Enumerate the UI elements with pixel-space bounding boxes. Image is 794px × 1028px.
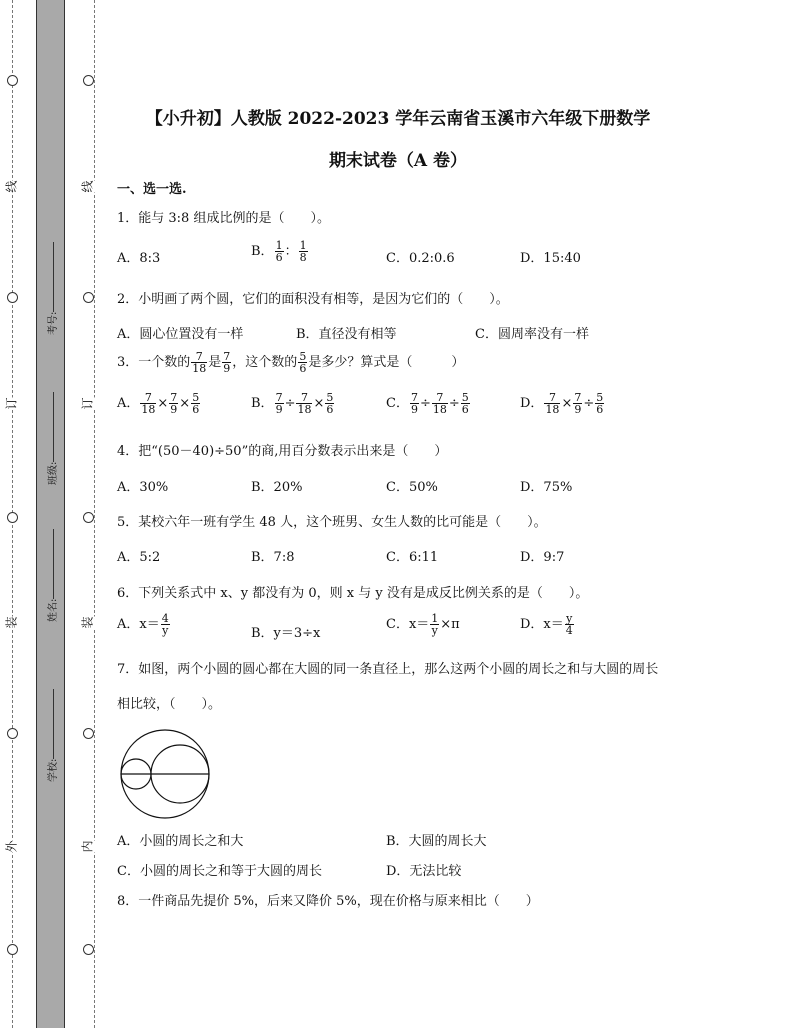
binding-hole-icon	[83, 728, 94, 739]
binding-strip-edge	[64, 0, 65, 1028]
school-label: 学校:	[48, 758, 59, 782]
binding-hole-icon	[83, 512, 94, 523]
q5-option-d[interactable]: D．9:7	[520, 550, 565, 565]
q3-option-c[interactable]: C． $\frac{7}{9}$ ÷ $\frac{7}{18}$ ÷ $\frac{5}{6}$	[386, 391, 469, 416]
q3-option-b[interactable]: B． $\frac{7}{9}$ ÷ $\frac{7}{18}$ × $\frac{5}{6}$	[251, 391, 334, 416]
q1-option-a[interactable]: A．8:3	[117, 251, 161, 266]
section-heading: 一、选一选.	[117, 182, 187, 197]
q7-option-a[interactable]: A．小圆的周长之和大	[117, 834, 244, 849]
q7-option-c[interactable]: C．小圆的周长之和等于大圆的周长	[117, 864, 322, 879]
school-field[interactable]	[44, 689, 59, 782]
class-field[interactable]	[44, 392, 59, 485]
class-label: 班级:	[48, 461, 59, 485]
q1-option-b[interactable]: B． $\frac{1}{6}$ ： $\frac{1}{8}$	[251, 239, 307, 264]
q2-option-c[interactable]: C．圆周率没有一样	[475, 327, 589, 342]
q7-option-b[interactable]: B．大圆的周长大	[386, 834, 487, 849]
binding-hole-icon	[7, 944, 18, 955]
name-field[interactable]	[44, 529, 59, 622]
q5-option-b[interactable]: B．7:8	[251, 550, 295, 565]
q1-option-d[interactable]: D．15:40	[520, 251, 581, 266]
q4-option-a[interactable]: A．30%	[117, 480, 169, 495]
margin-char-zhuang: 装	[80, 616, 95, 629]
q6-option-d[interactable]: D．x＝ $\frac{y}{4}$	[520, 612, 573, 637]
q6-option-c[interactable]: C．x＝ $\frac{1}{y}$ ×π	[386, 612, 460, 637]
question-1: 1．能与 3:8 组成比例的是（ ）。	[117, 211, 330, 226]
q7-option-d[interactable]: D．无法比较	[386, 864, 462, 879]
q2-option-a[interactable]: A．圆心位置没有一样	[117, 327, 244, 342]
margin-char-wai: 外	[4, 840, 19, 853]
margin-char-nei: 内	[80, 840, 95, 853]
q4-option-d[interactable]: D．75%	[520, 480, 573, 495]
exam-number-field[interactable]	[44, 242, 59, 335]
binding-hole-icon	[7, 75, 18, 86]
binding-hole-icon	[7, 512, 18, 523]
margin-char-zhuang: 装	[4, 616, 19, 629]
binding-hole-icon	[83, 75, 94, 86]
question-3: 3．一个数的 $\frac{7}{18}$ 是 $\frac{7}{9}$ ，这个数的 $\frac{5}{6}$ 是多少？算式是（ ）	[117, 350, 465, 375]
binding-hole-icon	[83, 292, 94, 303]
q3-option-a[interactable]: A． $\frac{7}{18}$ × $\frac{7}{9}$ × $\frac{5}{6}$	[117, 391, 200, 416]
q5-option-a[interactable]: A．5:2	[117, 550, 161, 565]
page-subtitle: 期末试卷（A 卷）	[328, 151, 468, 171]
q6-option-a[interactable]: A．x＝ $\frac{4}{y}$	[117, 612, 169, 637]
question-4: 4．把“(50－40)÷50”的商,用百分数表示出来是（ ）	[117, 444, 448, 459]
margin-char-ding: 订	[80, 397, 95, 410]
margin-char-ding: 订	[4, 397, 19, 410]
binding-hole-icon	[83, 944, 94, 955]
q1-option-c[interactable]: C．0.2:0.6	[386, 251, 455, 266]
margin-char-xian: 线	[80, 180, 95, 193]
q2-option-b[interactable]: B．直径没有相等	[296, 327, 397, 342]
circles-figure	[116, 728, 214, 820]
q3-option-d[interactable]: D． $\frac{7}{18}$ × $\frac{7}{9}$ ÷ $\frac{5}{6}$	[520, 391, 604, 416]
q5-option-c[interactable]: C．6:11	[386, 550, 439, 565]
question-2: 2．小明画了两个圆，它们的面积没有相等，是因为它们的（ ）。	[117, 292, 509, 307]
binding-strip-edge	[36, 0, 37, 1028]
question-7-continued: 相比较，（ ）。	[117, 697, 222, 712]
q4-option-b[interactable]: B．20%	[251, 480, 303, 495]
q4-option-c[interactable]: C．50%	[386, 480, 438, 495]
binding-hole-icon	[7, 728, 18, 739]
question-5: 5．某校六年一班有学生 48 人，这个班男、女生人数的比可能是（ ）。	[117, 515, 547, 530]
binding-hole-icon	[7, 292, 18, 303]
q6-option-b[interactable]: B．y＝3÷x	[251, 626, 321, 641]
margin-char-xian: 线	[4, 180, 19, 193]
exam-number-label: 考号:	[48, 311, 59, 335]
inner-dashed-line	[94, 0, 95, 1028]
name-label: 姓名:	[48, 598, 59, 622]
question-8: 8．一件商品先提价 5%，后来又降价 5%，现在价格与原来相比（ ）	[117, 894, 539, 909]
question-6: 6．下列关系式中 x、y 都没有为 0，则 x 与 y 没有是成反比例关系的是（ ）。	[117, 586, 589, 601]
page-title: 【小升初】人教版 2022-2023 学年云南省玉溪市六年级下册数学	[145, 109, 651, 129]
binding-strip	[36, 0, 64, 1028]
question-7: 7．如图，两个小圆的圆心都在大圆的同一条直径上，那么这两个小圆的周长之和与大圆的周长	[117, 662, 659, 677]
